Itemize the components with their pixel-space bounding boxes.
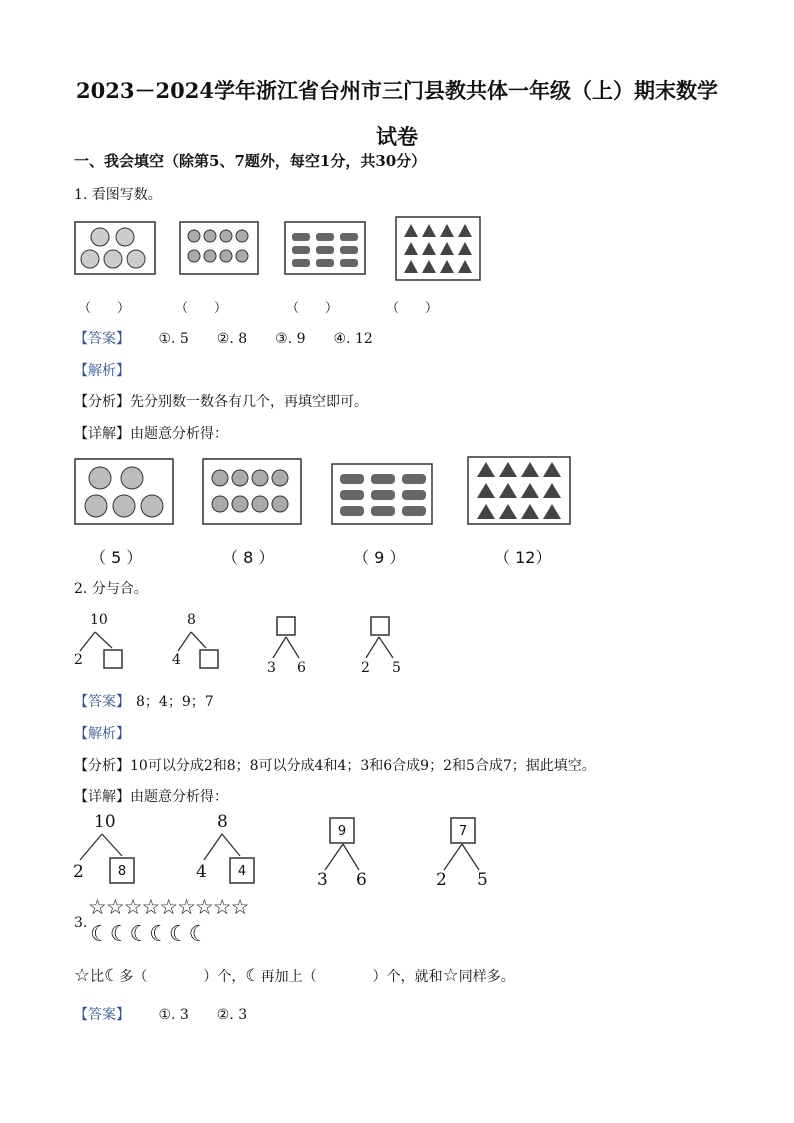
q2d-right-4: 5 <box>477 870 488 890</box>
q3-text-2: 多（ ）个， <box>119 969 246 985</box>
pic-answer-4: （ 12） <box>494 548 552 567</box>
q1-fenxi <box>74 391 368 411</box>
q2-left-4: 2 <box>361 660 370 676</box>
q2d-box-2: 4 <box>237 864 247 879</box>
answer-text: ①. 5 ②. 8 ③. 9 ④. 12 <box>158 331 373 347</box>
q2d-left-3: 3 <box>317 870 328 890</box>
pic-answer-3: （ 9 ） <box>353 548 406 567</box>
balls-picture <box>75 222 155 274</box>
q2d-box-4: 7 <box>458 824 468 839</box>
q2d-left-2: 4 <box>196 862 207 882</box>
pic-answer-1: （ 5 ） <box>90 548 143 567</box>
q2-left-1: 2 <box>74 652 83 668</box>
q3-text-1: 比 <box>90 969 105 985</box>
question-number-3: 3. <box>74 915 88 931</box>
q2-xiangjie <box>74 786 228 806</box>
q1-jiexi: 【解析】 <box>74 363 130 379</box>
moons-row: ☾☾☾☾☾☾ <box>90 922 209 947</box>
fenxi-label: 【分析】 <box>74 758 130 774</box>
q2d-box-3: 9 <box>337 824 347 839</box>
q3-text-4: 同样多。 <box>458 969 515 985</box>
q3-sentence <box>74 965 515 986</box>
q2-top-1: 10 <box>90 612 108 628</box>
question-text: 看图写数。 <box>91 187 162 203</box>
blank-3: （ ） <box>286 301 339 316</box>
section-heading: 一、我会填空（除第5、7题外，每空1分，共30分） <box>74 152 427 170</box>
question-1 <box>74 184 162 204</box>
fenxi-label: 【分析】 <box>74 394 130 410</box>
triangles-picture <box>396 217 480 280</box>
moon-icon: ☾ <box>104 966 120 986</box>
q1-answer <box>74 328 373 348</box>
q2d-top-2: 8 <box>217 812 228 832</box>
q2d-left-4: 2 <box>436 870 447 890</box>
blank-2: （ ） <box>175 301 228 316</box>
q2d-right-3: 6 <box>356 870 367 890</box>
q2d-box-1: 8 <box>117 864 127 879</box>
question-2 <box>74 578 148 598</box>
fenxi-text: 10可以分成2和8；8可以分成4和4；3和6合成9；2和5合成7；据此填空。 <box>130 758 596 774</box>
question-text: 分与合。 <box>91 581 148 597</box>
q2-diagrams <box>70 608 430 683</box>
q3-text-3: 再加上（ ）个，就和 <box>260 969 443 985</box>
q1-pictures <box>70 212 490 287</box>
answer-label: 【答案】 <box>74 694 130 710</box>
q2-left-3: 3 <box>267 660 276 676</box>
moon-icon: ☾ <box>245 966 261 986</box>
answer-label: 【答案】 <box>74 331 130 347</box>
q2-answer <box>74 691 214 711</box>
q2d-left-1: 2 <box>73 862 84 882</box>
blank-4: （ ） <box>386 301 439 316</box>
xiangjie-text: 由题意分析得： <box>130 426 228 442</box>
q2d-top-1: 10 <box>94 812 116 832</box>
q3-answer <box>74 1004 247 1024</box>
title-text: 2023－2024学年浙江省台州市三门县教共体一年级（上）期末数学试卷 <box>76 78 718 149</box>
q2-right-4: 5 <box>392 660 401 676</box>
q1-answer-pictures <box>70 452 580 532</box>
question-number: 2. <box>74 581 88 597</box>
xiangjie-text: 由题意分析得： <box>130 789 228 805</box>
lollipops-picture <box>180 222 258 274</box>
q2-left-2: 4 <box>172 652 181 668</box>
xiangjie-label: 【详解】 <box>74 789 130 805</box>
xiangjie-label: 【详解】 <box>74 426 130 442</box>
stars-row: ☆☆☆☆☆☆☆☆☆ <box>88 895 249 919</box>
q2-jiexi: 【解析】 <box>74 726 130 742</box>
answer-text: 8；4；9；7 <box>136 694 214 710</box>
star-icon: ☆ <box>442 965 459 986</box>
question-number: 1. <box>74 187 88 203</box>
answer-text: ①. 3 ②. 3 <box>158 1007 248 1023</box>
q2-top-2: 8 <box>187 612 196 628</box>
q2-right-3: 6 <box>297 660 306 676</box>
cars-picture <box>285 222 365 274</box>
pic-answer-2: （ 8 ） <box>222 548 275 567</box>
page-title <box>0 68 794 160</box>
fenxi-text: 先分别数一数各有几个，再填空即可。 <box>130 394 368 410</box>
q2-fenxi <box>74 755 596 775</box>
answer-label: 【答案】 <box>74 1007 130 1023</box>
blank-1: （ ） <box>78 301 131 316</box>
star-icon: ☆ <box>74 965 91 986</box>
q1-xiangjie <box>74 423 228 443</box>
